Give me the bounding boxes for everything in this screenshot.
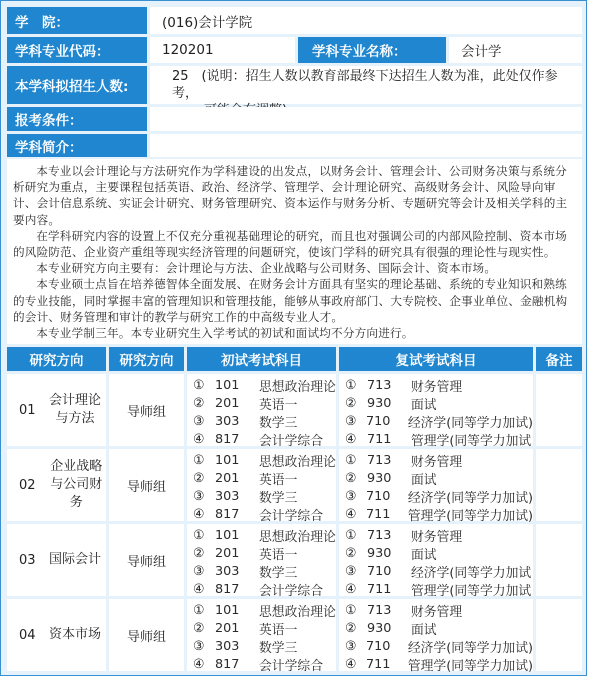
direction-number: 04	[19, 627, 36, 643]
subject-line: ① 713 财务管理	[345, 452, 463, 470]
name-label: 学科专业名称：	[298, 37, 446, 63]
subject-line: ① 713 财务管理	[345, 602, 463, 620]
subject-line: ② 930 面试	[345, 470, 437, 488]
subject-line: ① 101 思想政治理论	[193, 602, 336, 620]
note-cell	[536, 599, 582, 671]
enroll-value	[150, 66, 582, 104]
subject-line: ② 930 面试	[345, 395, 437, 413]
code-label: 学科专业代码：	[7, 37, 147, 63]
subject-line: ③ 303 数学三	[193, 638, 298, 656]
direction-group: 导师组	[109, 524, 184, 596]
subject-line: ③ 710 经济学(同等学力加试)	[345, 638, 533, 656]
header-direction: 研究方向	[7, 347, 106, 371]
subject-line: ③ 303 数学三	[193, 488, 298, 506]
subject-line: ③ 303 数学三	[193, 413, 298, 431]
retest-exam-subjects	[339, 524, 533, 600]
header-retest-exam: 复试考试科目	[339, 347, 533, 371]
note-cell	[536, 374, 582, 446]
subject-line: ④ 711 管理学(同等学力加试	[345, 432, 532, 450]
intro-label: 学科简介：	[7, 134, 147, 157]
direction-group: 导师组	[109, 599, 184, 671]
subject-line: ③ 710 经济学(同等学力加试	[345, 563, 532, 581]
direction-number: 01	[19, 402, 36, 418]
table-row-direction	[7, 599, 106, 671]
direction-name-line1: 企业战略	[50, 459, 103, 474]
enroll-value-line1: 25 (说明：招生人数以教育部最终下达招生人数为准，此处仅作参考，	[172, 69, 558, 101]
direction-name-line1: 国际会计	[49, 552, 102, 567]
retest-exam-subjects	[339, 449, 533, 525]
direction-name-line1: 会计理论	[49, 393, 102, 408]
direction-number: 02	[19, 477, 36, 493]
subject-line: ④ 817 会计学综合	[193, 507, 323, 525]
initial-exam-subjects	[187, 524, 336, 600]
subject-line: ① 101 思想政治理论	[193, 377, 336, 395]
subject-line: ② 201 英语一	[193, 545, 298, 563]
header-note: 备注	[536, 347, 582, 371]
header-direction-group: 研究方向	[109, 347, 184, 371]
school-label: 学 院：	[7, 7, 147, 34]
table-row-direction	[7, 524, 106, 596]
subject-line: ① 713 财务管理	[345, 377, 463, 395]
subject-line: ② 930 面试	[345, 545, 437, 563]
initial-exam-subjects	[187, 374, 336, 450]
subject-line: ④ 711 管理学(同等学力加试	[345, 582, 532, 600]
note-cell	[536, 524, 582, 596]
table-row-direction	[7, 449, 106, 521]
subject-line: ① 101 思想政治理论	[193, 527, 336, 545]
subject-line: ④ 817 会计学综合	[193, 657, 323, 675]
retest-exam-subjects	[339, 374, 533, 450]
intro-paragraph: 本专业硕士点旨在培养德智体全面发展、在财务会计方面具有坚实的理论基础、系统的专业知识和熟练的专业技能，同时掌握丰富的管理知识和管理技能，能够从事政府部门、大专院校、企事业单位、金融机构的会计、财务管理和审计的教学与研究工作的中高级专业人才。	[13, 277, 568, 324]
subject-line: ④ 711 管理学(同等学力加试)	[345, 657, 533, 675]
intro-paragraph: 本专业学制三年。本专业研究生入学考试的初试和面试均不分方向进行。	[36, 326, 414, 341]
intro-paragraph: 本专业研究方向主要有：会计理论与方法、企业战略与公司财务、国际会计、资本市场。	[36, 261, 497, 276]
header-initial-exam: 初试考试科目	[187, 347, 336, 371]
direction-group: 导师组	[109, 449, 184, 521]
subject-line: ② 201 英语一	[193, 395, 298, 413]
direction-name-line1: 资本市场	[49, 627, 102, 642]
subject-line: ② 930 面试	[345, 620, 437, 638]
direction-group: 导师组	[109, 374, 184, 446]
initial-exam-subjects	[187, 449, 336, 525]
subject-line: ④ 711 管理学(同等学力加试)	[345, 507, 533, 525]
name-value: 会计学	[449, 37, 582, 63]
direction-name-line2: 与方法	[55, 411, 95, 426]
subject-line: ③ 710 经济学(同等学力加试)	[345, 413, 533, 431]
intro-paragraph: 在学科研究内容的设置上不仅充分重视基础理论的研究，而且也对强调公司的内部风险控制、资本市场的风险防范、企业资产重组等现实经济管理的问题研究，使该门学科的研究具有很强的理论性与现实性。	[13, 228, 567, 260]
direction-name-line2: 与公司财务	[50, 477, 103, 510]
intro-value	[150, 134, 582, 157]
subject-introduction	[7, 159, 582, 344]
subject-line: ② 201 英语一	[193, 470, 298, 488]
initial-exam-subjects	[187, 599, 336, 675]
intro-paragraph: 本专业以会计理论与方法研究作为学科建设的出发点，以财务会计、管理会计、公司财务决策与系统分析研究为重点，主要课程包括英语、政治、经济学、管理学、会计理论研究、高级财务会计、风险导向审计、会计信息系统、实证会计研究、财务管理研究、资本运作与财务分析、专题研究等会计及相关学科的主要内容。	[13, 164, 568, 227]
subject-line: ④ 817 会计学综合	[193, 432, 323, 450]
subject-line: ① 713 财务管理	[345, 527, 463, 545]
subject-line: ④ 817 会计学综合	[193, 582, 323, 600]
code-value: 120201	[150, 37, 295, 63]
subject-line: ③ 710 经济学(同等学力加试)	[345, 488, 533, 506]
subject-line: ② 201 英语一	[193, 620, 298, 638]
subject-line: ③ 303 数学三	[193, 563, 298, 581]
school-value: (016)会计学院	[150, 7, 582, 34]
table-row-direction	[7, 374, 106, 446]
subject-line: ① 101 思想政治理论	[193, 452, 336, 470]
condition-label: 报考条件：	[7, 107, 147, 131]
condition-value	[150, 107, 582, 131]
retest-exam-subjects	[339, 599, 533, 675]
note-cell	[536, 449, 582, 521]
direction-number: 03	[19, 552, 36, 568]
enroll-label: 本学科拟招生人数:	[7, 66, 147, 104]
